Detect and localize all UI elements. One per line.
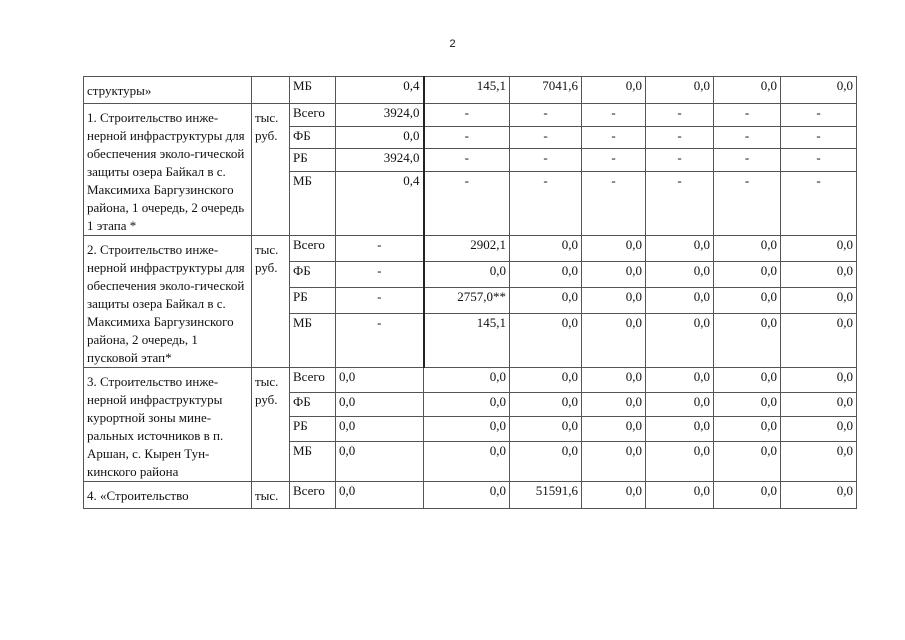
- value-cell: -: [424, 172, 510, 236]
- value-cell: 0,0: [714, 392, 781, 417]
- value-cell: 0,0: [582, 77, 646, 104]
- value-cell: -: [336, 288, 424, 314]
- funding-source-cell: ФБ: [290, 262, 336, 288]
- funding-source-cell: МБ: [290, 314, 336, 368]
- value-cell: 0,0: [582, 236, 646, 262]
- table-row: [84, 368, 857, 393]
- funding-source-cell: МБ: [290, 77, 336, 104]
- value-cell: 0,0: [781, 392, 857, 417]
- value-cell: 0,0: [646, 392, 714, 417]
- value-cell: -: [646, 172, 714, 236]
- value-cell: 0,0: [714, 262, 781, 288]
- value-cell: 0,0: [646, 262, 714, 288]
- value-cell: 0,0: [424, 262, 510, 288]
- value-cell: 0,0: [714, 442, 781, 482]
- value-cell: 0,0: [582, 392, 646, 417]
- value-cell: 0,0: [781, 77, 857, 104]
- funding-source-cell: МБ: [290, 442, 336, 482]
- value-cell: 0,0: [336, 442, 424, 482]
- budget-table: [83, 76, 857, 509]
- value-cell: 0,0: [336, 392, 424, 417]
- value-cell: 7041,6: [510, 77, 582, 104]
- value-cell: -: [781, 172, 857, 236]
- value-cell: 0,0: [714, 482, 781, 509]
- value-cell: -: [336, 314, 424, 368]
- value-cell: 0,0: [424, 482, 510, 509]
- value-cell: -: [582, 104, 646, 127]
- value-cell: 0,0: [336, 417, 424, 442]
- value-cell: 0,0: [646, 288, 714, 314]
- value-cell: -: [646, 126, 714, 149]
- value-cell: 0,0: [781, 368, 857, 393]
- value-cell: -: [336, 262, 424, 288]
- project-name-cell: 4. «Строительство: [84, 482, 252, 509]
- value-cell: -: [510, 172, 582, 236]
- value-cell: 145,1: [424, 77, 510, 104]
- table-row: [84, 77, 857, 104]
- project-name-cell: 3. Строительство инже-нерной инфраструктуры курортной зоны мине-ральных источников в п. Аршан, с. Кырен Тун-кинского района: [84, 368, 252, 482]
- value-cell: -: [714, 172, 781, 236]
- value-cell: -: [582, 126, 646, 149]
- value-cell: 0,0: [646, 368, 714, 393]
- value-cell: 0,4: [336, 77, 424, 104]
- value-cell: 0,0: [510, 262, 582, 288]
- project-name-cell: 1. Строительство инже-нерной инфраструктуры для обеспечения эколо-гической защиты озера Байкал в с. Максимиха Баргузинского района, 1 очередь, 2 очередь 1 этапа *: [84, 104, 252, 236]
- value-cell: 0,0: [510, 417, 582, 442]
- value-cell: 0,0: [336, 368, 424, 393]
- value-cell: 0,0: [510, 314, 582, 368]
- value-cell: 0,0: [646, 314, 714, 368]
- funding-source-cell: РБ: [290, 288, 336, 314]
- funding-source-cell: Всего: [290, 482, 336, 509]
- value-cell: 0,0: [582, 442, 646, 482]
- value-cell: 0,0: [582, 288, 646, 314]
- value-cell: 2757,0**: [424, 288, 510, 314]
- value-cell: -: [336, 236, 424, 262]
- value-cell: 0,0: [582, 417, 646, 442]
- unit-cell: тыс. руб.: [252, 236, 290, 368]
- value-cell: 0,0: [646, 442, 714, 482]
- value-cell: 0,0: [510, 392, 582, 417]
- project-name-cell: структуры»: [84, 77, 252, 104]
- value-cell: 0,0: [714, 368, 781, 393]
- unit-cell: тыс.: [252, 482, 290, 509]
- value-cell: -: [424, 126, 510, 149]
- value-cell: 0,0: [646, 482, 714, 509]
- value-cell: 0,0: [714, 417, 781, 442]
- value-cell: 0,0: [424, 442, 510, 482]
- funding-source-cell: Всего: [290, 236, 336, 262]
- value-cell: 51591,6: [510, 482, 582, 509]
- value-cell: 3924,0: [336, 149, 424, 172]
- value-cell: -: [646, 104, 714, 127]
- funding-source-cell: ФБ: [290, 126, 336, 149]
- value-cell: 0,0: [582, 482, 646, 509]
- value-cell: 0,0: [424, 417, 510, 442]
- value-cell: -: [781, 104, 857, 127]
- value-cell: 0,0: [582, 314, 646, 368]
- value-cell: -: [582, 172, 646, 236]
- value-cell: 0,0: [714, 314, 781, 368]
- value-cell: 0,0: [781, 236, 857, 262]
- value-cell: -: [510, 126, 582, 149]
- value-cell: 145,1: [424, 314, 510, 368]
- value-cell: 0,0: [781, 262, 857, 288]
- value-cell: 0,0: [714, 236, 781, 262]
- value-cell: 0,0: [510, 368, 582, 393]
- value-cell: -: [510, 104, 582, 127]
- value-cell: 0,0: [781, 442, 857, 482]
- value-cell: 0,0: [646, 236, 714, 262]
- value-cell: 0,0: [781, 314, 857, 368]
- funding-source-cell: ФБ: [290, 392, 336, 417]
- value-cell: -: [714, 104, 781, 127]
- funding-source-cell: РБ: [290, 149, 336, 172]
- project-name-cell: 2. Строительство инже-нерной инфраструктуры для обеспечения эколо-гической защиты озера Байкал в с. Максимиха Баргузинского района, 2 очередь, 1 пусковой этап*: [84, 236, 252, 368]
- value-cell: -: [781, 149, 857, 172]
- value-cell: -: [510, 149, 582, 172]
- value-cell: -: [781, 126, 857, 149]
- value-cell: 0,0: [714, 77, 781, 104]
- value-cell: 0,0: [510, 288, 582, 314]
- value-cell: 0,0: [336, 126, 424, 149]
- unit-cell: тыс. руб.: [252, 104, 290, 236]
- funding-source-cell: РБ: [290, 417, 336, 442]
- table-row: [84, 236, 857, 262]
- value-cell: 0,0: [424, 392, 510, 417]
- value-cell: -: [424, 104, 510, 127]
- value-cell: 0,0: [336, 482, 424, 509]
- value-cell: 3924,0: [336, 104, 424, 127]
- budget-table-body: [84, 77, 857, 509]
- value-cell: -: [646, 149, 714, 172]
- table-row: [84, 482, 857, 509]
- funding-source-cell: МБ: [290, 172, 336, 236]
- page-number: 2: [449, 38, 456, 50]
- value-cell: 0,4: [336, 172, 424, 236]
- value-cell: 0,0: [781, 288, 857, 314]
- table-row: [84, 104, 857, 127]
- value-cell: 0,0: [510, 236, 582, 262]
- funding-source-cell: Всего: [290, 104, 336, 127]
- value-cell: 0,0: [582, 262, 646, 288]
- value-cell: 2902,1: [424, 236, 510, 262]
- value-cell: 0,0: [781, 417, 857, 442]
- unit-cell: [252, 77, 290, 104]
- value-cell: 0,0: [646, 77, 714, 104]
- value-cell: 0,0: [582, 368, 646, 393]
- value-cell: -: [714, 149, 781, 172]
- value-cell: -: [714, 126, 781, 149]
- value-cell: 0,0: [781, 482, 857, 509]
- value-cell: -: [424, 149, 510, 172]
- value-cell: 0,0: [646, 417, 714, 442]
- value-cell: -: [582, 149, 646, 172]
- value-cell: 0,0: [714, 288, 781, 314]
- unit-cell: тыс. руб.: [252, 368, 290, 482]
- funding-source-cell: Всего: [290, 368, 336, 393]
- value-cell: 0,0: [510, 442, 582, 482]
- value-cell: 0,0: [424, 368, 510, 393]
